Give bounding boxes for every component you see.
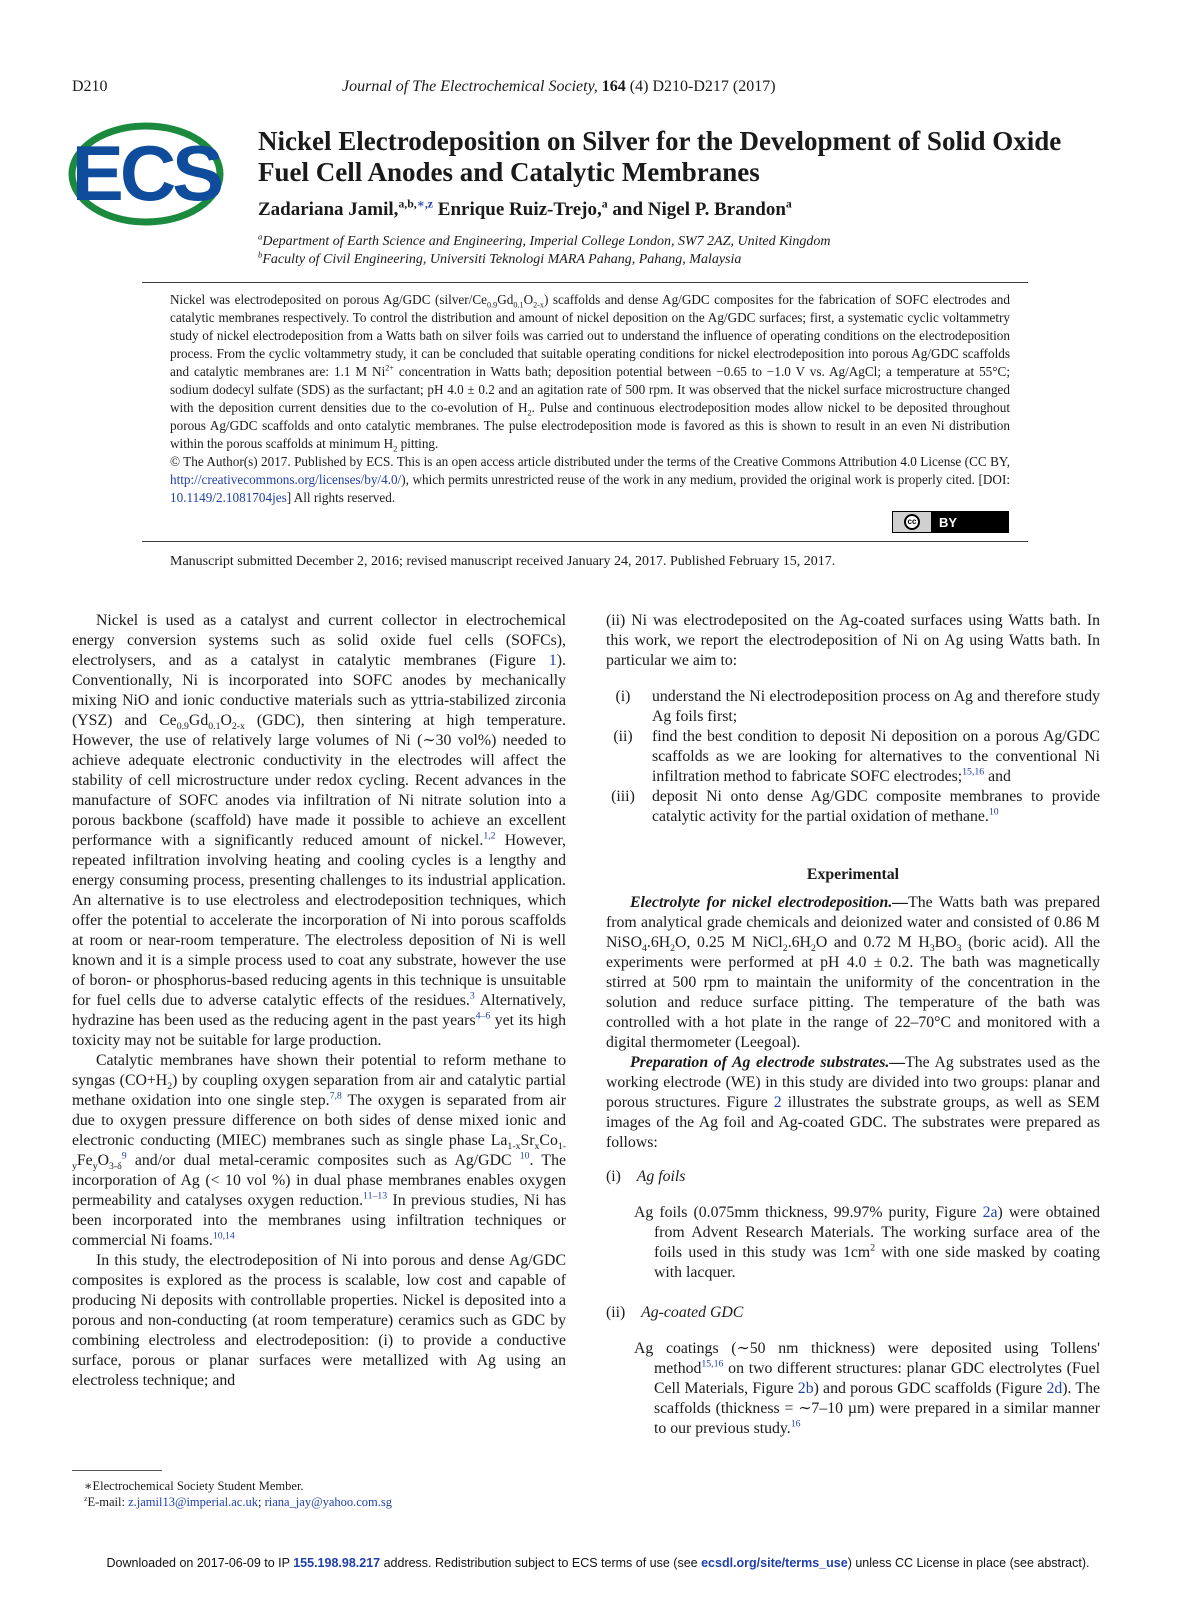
ref-10-link[interactable]: 10 bbox=[519, 1150, 530, 1162]
author-1-star-link[interactable]: ∗ bbox=[416, 197, 425, 211]
journal-name: Journal of The Electrochemical Society bbox=[342, 78, 594, 95]
paragraph-3: In this study, the electrodeposition of Ni into porous and dense Ag/GDC composites is explored as the process is scalable, low cost and capable of producing Ni deposits with controllable properties. Nickel is deposited into a porous and non-conducting (at room temperature) ceramics such as GDC by combining electroless and electrodeposition: (i) to provide a conductive surface, porous or planar surfaces were metallized with Ag using an electroless technique; and bbox=[72, 1252, 566, 1389]
body-left-column bbox=[72, 611, 566, 1391]
list-item: (i) understand the Ni electrodeposition process on Ag and therefore study Ag foils first; bbox=[615, 688, 1100, 725]
cc-by-badge[interactable] bbox=[892, 511, 1009, 533]
footnotes bbox=[84, 1478, 392, 1510]
license-link[interactable]: http://creativecommons.org/licenses/by/4.0/ bbox=[170, 472, 402, 487]
subheading-preparation: Preparation of Ag electrode substrates.— bbox=[630, 1054, 906, 1071]
ref-16-link[interactable]: 16 bbox=[790, 1418, 801, 1430]
subheading-electrolyte: Electrolyte for nickel electrodeposition.— bbox=[630, 894, 909, 911]
body-right-column bbox=[606, 611, 1100, 1439]
figure-1-link[interactable]: 1 bbox=[548, 652, 557, 669]
page-number: D210 bbox=[72, 78, 108, 95]
paragraph-electrolyte: Electrolyte for nickel electrodeposition.—The Watts bath was prepared from analytical grade chemicals and deionized water and consisted of 0.86 M $NiSO_4.6H_2O$, 0.25 M $NiCl_2.6H_2O$ and 0.72 M $H_3BO_3$ (boric acid). All the experiments were performed at pH 4.0 ± 0.2. The bath was magnetically stirred at 500 rpm to maintain the uniformity of the concentration in the solution and reduce surface pitting. The temperature of the bath was controlled with a hot plate in the range of 22–70°C and monitored with a digital thermometer (Leegoal). bbox=[606, 894, 1100, 1051]
abstract-text: Nickel was electrodeposited on porous Ag/GDC $(silver/Ce_{0.9}Gd_{0.1}O_{2-x})$ scaffolds and dense Ag/GDC composites for the fabrication of SOFC electrodes and catalytic membranes respectively. To control the distribution and amount of nickel deposition on the Ag/GDC surfaces; first, a systematic cyclic voltammetry study of nickel electrodeposition from a Watts bath on silver foils was carried out to understand the influence of operating conditions on the electrodeposition process. From the cyclic voltammetry study, it can be concluded that suitable operating conditions for nickel electrodeposition into porous Ag/GDC scaffolds and catalytic membranes are: 1.1 M $Ni^{2+}$ concentration in Watts bath; deposition potential between −0.65 to −1.0 V vs. Ag/AgCl; a temperature at 55°C; sodium dodecyl sulfate (SDS) as the surfactant; pH 4.0 ± 0.2 and an agitation rate of 500 rpm. It was observed that the nickel surface microstructure changed with the deposition current densities due to the co-evolution of $H_2$. Pulse and continuous electrodeposition modes allow nickel to be deposited throughout porous Ag/GDC scaffolds and onto catalytic membranes. The pulse electrodeposition mode is favored as this is shown to result in an even Ni distribution within the porous scaffolds at minimum $H_2$ pitting. bbox=[170, 292, 1010, 454]
paragraph-preparation: Preparation of Ag electrode substrates.—The Ag substrates used as the working electrode (WE) in this study are divided into two groups: planar and porous structures. Figure 2 illustrates the substrate groups, as well as SEM images of the Ag foil and Ag-coated GDC. The substrates were prepared as follows: bbox=[606, 1054, 1100, 1151]
ecs-logo bbox=[68, 120, 224, 228]
journal-issue-pages: (4) D210-D217 (2017) bbox=[625, 78, 776, 95]
abstract-top-rule bbox=[142, 282, 1028, 283]
doi-link[interactable]: 10.1149/2.1081704jes bbox=[170, 490, 287, 505]
list-item: (ii) find the best condition to deposit Ni deposition on a porous Ag/GDC scaffolds as we are looking for alternatives to the conventional Ni infiltration method to fabricate SOFC electrodes;$^{15,16}$ and bbox=[613, 728, 1100, 785]
figure-2a-link[interactable]: 2a bbox=[982, 1204, 998, 1221]
logo-text: ECS bbox=[71, 129, 221, 217]
cc-by-label: BY bbox=[939, 514, 958, 530]
license-text: © The Author(s) 2017. Published by ECS. This is an open access article distributed under the terms of the Creative Commons Attribution 4.0 License (CC BY, http://creativecommons.org/licenses/by/4.0/), which permits unrestricted reuse of the work in any medium, provided the original work is properly cited. [DOI: 10.1149/2.1081704jes] All rights reserved. bbox=[170, 454, 1010, 505]
paragraph-2: Catalytic membranes have shown their potential to reform methane to syngas $(CO+H_2)$ by coupling oxygen separation from air and catalytic partial methane oxidation into one single step.$^{7,8}$ The oxygen is separated from air due to oxygen pressure difference on both sides of dense mixed ionic and electronic conducting (MIEC) membranes such as single phase $La_{1-x}Sr_xCo_{1-y}Fe_yO_{3-\delta}^9$ and/or dual metal-ceramic composites such as Ag/GDC $^{10}$. The incorporation of Ag (< 10 vol %) in dual phase membranes enables oxygen permeability and catalyses oxygen reduction.$^{11-13}$ In previous studies, Ni has been incorporated into the membranes using infiltration techniques or commercial Ni foams.$^{10,14}$ bbox=[72, 1052, 566, 1249]
list-item: (iii) deposit Ni onto dense Ag/GDC composite membranes to provide catalytic activity for the partial oxidation of methane.$^{10}$ bbox=[611, 788, 1100, 825]
author-1-z-link[interactable]: ,z bbox=[424, 197, 434, 211]
paragraph-aims-intro: (ii) Ni was electrodeposited on the Ag-coated surfaces using Watts bath. In this work, we report the electrodeposition of Ni on Ag using Watts bath. In particular we aim to: bbox=[606, 612, 1100, 669]
ref-15-16-link[interactable]: 15,16 bbox=[701, 1358, 724, 1370]
author-list: Zadariana Jamil,$^{a,b,∗,z}$ Enrique Ruiz-Trejo,$^a$ and Nigel P. Brandon$^a$ bbox=[258, 197, 792, 220]
footnote-member: ∗Electrochemical Society Student Member. bbox=[84, 1479, 304, 1493]
ref-10-link[interactable]: 10 bbox=[988, 806, 999, 818]
affiliation-b: $^b$Faculty of Civil Engineering, Universiti Teknologi MARA Pahang, Pahang, Malaysia bbox=[258, 249, 742, 267]
aims-list bbox=[606, 687, 1100, 827]
author-2: Enrique Ruiz-Trejo, bbox=[437, 199, 602, 220]
ref-3-link[interactable]: 3 bbox=[469, 990, 475, 1002]
figure-2d-link[interactable]: 2d bbox=[1046, 1380, 1063, 1397]
substrate-item-ag-coated-gdc: (ii) Ag-coated GDC Ag coatings (∼50 nm thickness) were deposited using Tollens' method$^{15,16}$ on two different structures: planar GDC electrolytes (Fuel Cell Materials, Figure 2b) and porous GDC scaffolds (Figure 2d). The scaffolds (thickness = ∼7–10 µm) were prepared in a similar manner to our previous study.$^{16}$ bbox=[606, 1304, 1100, 1437]
ag-foils-text: Ag foils (0.075mm thickness, 99.97% purity, Figure 2a) were obtained from Advent Research Materials. The working surface area of the foils used in this study was $1cm^2$ with one side masked by coating with lacquer. bbox=[634, 1204, 1100, 1281]
journal-citation: Journal of The Electrochemical Society, 164 (4) D210-D217 (2017) bbox=[342, 78, 776, 95]
ref-7-8-link[interactable]: 7,8 bbox=[329, 1090, 342, 1102]
article-title: Nickel Electrodeposition on Silver for the Development of Solid Oxide Fuel Cell Anodes and Catalytic Membranes bbox=[258, 126, 1062, 187]
ref-10-14-link[interactable]: 10,14 bbox=[212, 1230, 235, 1242]
ag-coated-gdc-text: Ag coatings (∼50 nm thickness) were deposited using Tollens' method$^{15,16}$ on two different structures: planar GDC electrolytes (Fuel Cell Materials, Figure 2b) and porous GDC scaffolds (Figure 2d). The scaffolds (thickness = ∼7–10 µm) were prepared in a similar manner to our previous study.$^{16}$ bbox=[634, 1340, 1100, 1437]
download-footer: Downloaded on 2017-06-09 to IP 155.198.98.217 address. Redistribution subject to ECS terms of use (see ecsdl.org/site/terms_use) unless CC License in place (see abstract). bbox=[106, 1556, 1090, 1570]
figure-2-link[interactable]: 2 bbox=[773, 1094, 782, 1111]
ref-9-link[interactable]: 9 bbox=[121, 1150, 127, 1162]
ref-1-2-link[interactable]: 1,2 bbox=[483, 830, 496, 842]
footnote-email: $^z$E-mail: z.jamil13@imperial.ac.uk; riana_jay@yahoo.com.sg bbox=[84, 1493, 393, 1509]
abstract bbox=[170, 291, 1010, 507]
ip-address: 155.198.98.217 bbox=[293, 1556, 381, 1570]
ref-4-6-link[interactable]: 4–6 bbox=[475, 1010, 491, 1022]
author-1: Zadariana Jamil, bbox=[258, 199, 399, 220]
terms-link[interactable]: ecsdl.org/site/terms_use bbox=[701, 1556, 848, 1570]
ref-15-16-link[interactable]: 15,16 bbox=[962, 766, 985, 778]
abstract-bottom-rule bbox=[142, 541, 1028, 542]
journal-volume: 164 bbox=[601, 78, 626, 95]
footnote-rule bbox=[72, 1470, 162, 1471]
affiliation-a: $^a$Department of Earth Science and Engineering, Imperial College London, SW7 2AZ, United Kingdom bbox=[258, 231, 831, 249]
affiliations bbox=[258, 233, 830, 269]
section-heading-experimental: Experimental bbox=[806, 866, 900, 883]
ref-11-13-link[interactable]: 11–13 bbox=[363, 1190, 388, 1202]
email-link-1[interactable]: z.jamil13@imperial.ac.uk bbox=[128, 1495, 258, 1509]
cc-icon: cc bbox=[904, 514, 920, 530]
author-3: and Nigel P. Brandon bbox=[612, 199, 786, 220]
manuscript-dates: Manuscript submitted December 2, 2016; revised manuscript received January 24, 2017. Published February 15, 2017. bbox=[170, 554, 836, 569]
figure-2b-link[interactable]: 2b bbox=[797, 1380, 814, 1397]
email-link-2[interactable]: riana_jay@yahoo.com.sg bbox=[264, 1495, 393, 1509]
substrate-item-ag-foils: (i) Ag foils Ag foils (0.075mm thickness, 99.97% purity, Figure 2a) were obtained from Advent Research Materials. The working surface area of the foils used in this study was $1cm^2$ with one side masked by coating with lacquer. bbox=[606, 1168, 1100, 1281]
paragraph-1: Nickel is used as a catalyst and current collector in electrochemical energy conversion systems such as solid oxide fuel cells (SOFCs), electrolysers, and as a catalyst in catalytic membranes (Figure 1). Conventionally, Ni is incorporated into SOFC anodes by mechanically mixing NiO and ionic conductive materials such as yttria-stabilized zirconia (YSZ) and $Ce_{0.9}Gd_{0.1}O_{2-x}$ (GDC), then sintering at high temperature. However, the use of relatively large volumes of Ni (∼30 vol%) needed to achieve adequate electronic conductivity in the electrodes will affect the stability of cell microstructure under redox cycling. Recent advances in the manufacture of SOFC anodes via infiltration of Ni nitrate solution into a porous backbone (scaffold) have made it possible to achieve an excellent performance with a significantly reduced amount of nickel.$^{1,2}$ However, repeated infiltration involving heating and cooling cycles is a lengthy and energy consuming process, presenting challenges to its industrial application. An alternative is to use electroless and electrodeposition techniques, which offer the potential to accelerate the incorporation of Ni into porous scaffolds at room or near-room temperature. The electroless deposition of Ni is well known and it is a simple process used to coat any substrate, however the use of boron- or phosphorus-based reducing agents in this technique is unsuitable for fuel cells due to adverse catalytic effects of the residues.$^3$ Alternatively, hydrazine has been used as the reducing agent in the past years$^{4-6}$ yet its high toxicity may not be suitable for large production. bbox=[72, 612, 567, 1049]
